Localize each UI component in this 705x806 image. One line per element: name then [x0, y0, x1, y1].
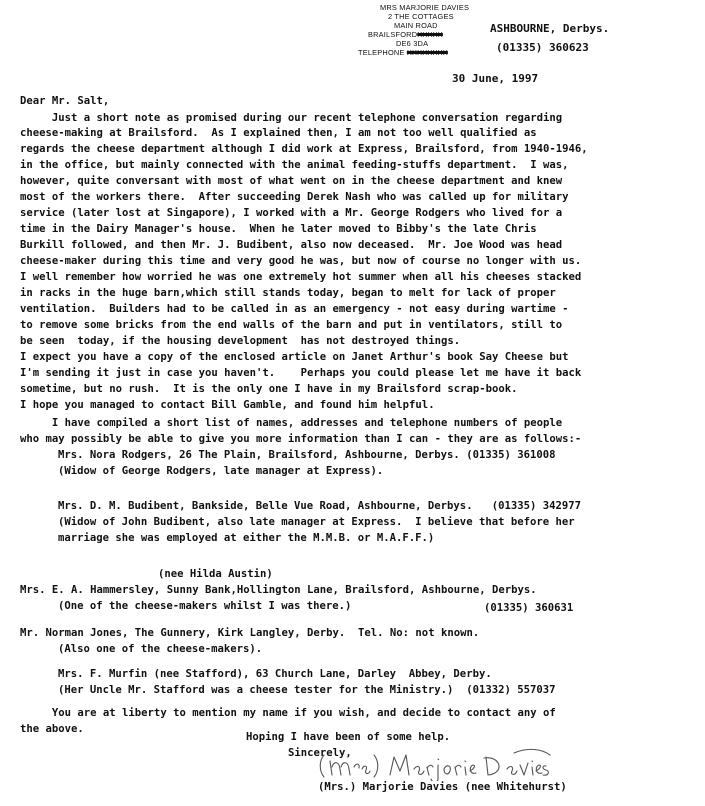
contact-budibent-address: Mrs. D. M. Budibent, Bankside, Belle Vue Road, Ashbourne, Derbys. (01335) 342977: [58, 500, 581, 512]
closing-line: the above.: [20, 723, 84, 735]
body-line: ventilation. Builders had to be called in as an emergency - not easy during wartime -: [20, 303, 569, 315]
stamp-struck-town: XXXXX: [417, 30, 443, 39]
contact-murfin-address: Mrs. F. Murfin (nee Stafford), 63 Church Lane, Darley Abbey, Derby.: [58, 668, 492, 680]
contact-hammersley-address: Mrs. E. A. Hammersley, Sunny Bank,Hollington Lane, Brailsford, Ashbourne, Derbys.: [20, 584, 537, 596]
typed-phone: (01335) 360623: [496, 41, 589, 54]
stamp-line-3: MAIN ROAD: [394, 21, 438, 30]
letter-date: 30 June, 1997: [452, 72, 539, 85]
body-line: in racks in the huge barn,which still stands today, began to melt for lack of proper: [20, 287, 556, 299]
contact-murfin-note: (Her Uncle Mr. Stafford was a cheese tester for the Ministry.) (01332) 557037: [58, 684, 556, 696]
contact-rodgers-address: Mrs. Nora Rodgers, 26 The Plain, Brailsford, Ashbourne, Derbys. (01335) 361008: [58, 449, 556, 461]
body-line: to remove some bricks from the end walls of the barn and put in ventilators, still to: [20, 319, 563, 331]
contact-jones-note: (Also one of the cheese-makers).: [58, 643, 263, 655]
stamp-struck-telephone: XXXXXXXX: [406, 48, 448, 57]
body-line: cheese-making at Brailsford. As I explained then, I am not too well qualified as: [20, 127, 537, 139]
body-line: however, quite conversant with most of what went on in the cheese department and knew: [20, 175, 563, 187]
stamp-line-4: [368, 30, 443, 39]
body-line: time in the Dairy Manager's house. When he later moved to Bibby's the late Chris: [20, 223, 537, 235]
body-line: who may possibly be able to give you more information than I can - they are as follows:-: [20, 433, 582, 445]
contact-hammersley-phone: (01335) 360631: [484, 602, 574, 614]
body-line: be seen today, if the housing development has not destroyed things.: [20, 335, 461, 347]
closing-sincerely: Sincerely,: [288, 747, 352, 759]
body-line: sometime, but no rush. It is the only one I have in my Brailsford scrap-book.: [20, 383, 518, 395]
closing-line: You are at liberty to mention my name if you wish, and decide to contact any of: [20, 707, 556, 719]
body-line: I well remember how worried he was one extremely hot summer when all his cheeses stacked: [20, 271, 582, 283]
contact-hammersley-note: (One of the cheese-makers whilst I was there.): [58, 600, 352, 612]
contact-budibent-note: (Widow of John Budibent, also late manager at Express. I believe that before her: [58, 516, 575, 528]
body-line: in the office, but mainly connected with the animal feeding-stuffs department. I was,: [20, 159, 569, 171]
body-line: regards the cheese department although I did work at Express, Brailsford, from 1940-1946,: [20, 143, 588, 155]
body-line: I expect you have a copy of the enclosed article on Janet Arthur's book Say Cheese but: [20, 351, 569, 363]
stamp-telephone: [358, 48, 448, 57]
body-line: most of the workers there. After succeeding Derek Nash who was called up for military: [20, 191, 569, 203]
stamp-postcode: DE6 3DA: [396, 39, 429, 48]
closing-hoping: Hoping I have been of some help.: [246, 731, 451, 743]
contact-jones-address: Mr. Norman Jones, The Gunnery, Kirk Langley, Derby. Tel. No: not known.: [20, 627, 480, 639]
address-stamp: [350, 0, 485, 72]
typed-town: ASHBOURNE, Derbys.: [490, 22, 610, 35]
handwritten-signature: [314, 745, 554, 781]
contact-hammersley-nee: (nee Hilda Austin): [158, 568, 273, 580]
body-line: I have compiled a short list of names, addresses and telephone numbers of people: [20, 417, 563, 429]
stamp-name: MRS MARJORIE DAVIES: [380, 3, 470, 12]
body-line: Just a short note as promised during our recent telephone conversation regarding: [20, 112, 563, 124]
contact-rodgers-note: (Widow of George Rodgers, late manager at Express).: [58, 465, 384, 477]
salutation: Dear Mr. Salt,: [20, 95, 110, 107]
body-line: I'm sending it just in case you haven't. Perhaps you could please let me have it back: [20, 367, 582, 379]
stamp-telephone-label: TELEPHONE: [358, 48, 405, 57]
body-line: cheese-maker during this time and very good he was, but now of course no longer with us.: [20, 255, 582, 267]
stamp-line-2: 2 THE COTTAGES: [388, 12, 454, 21]
contact-budibent-note-2: marriage she was employed at either the M.M.B. or M.A.F.F.): [58, 532, 435, 544]
typed-signature-name: (Mrs.) Marjorie Davies (nee Whitehurst): [318, 781, 567, 793]
stamp-town: BRAILSFORD: [368, 30, 418, 39]
body-line: Burkill followed, and then Mr. J. Budibent, also now deceased. Mr. Joe Wood was head: [20, 239, 563, 251]
body-line: service (later lost at Singapore), I worked with a Mr. George Rodgers who lived for a: [20, 207, 563, 219]
body-line: I hope you managed to contact Bill Gamble, and found him helpful.: [20, 399, 435, 411]
